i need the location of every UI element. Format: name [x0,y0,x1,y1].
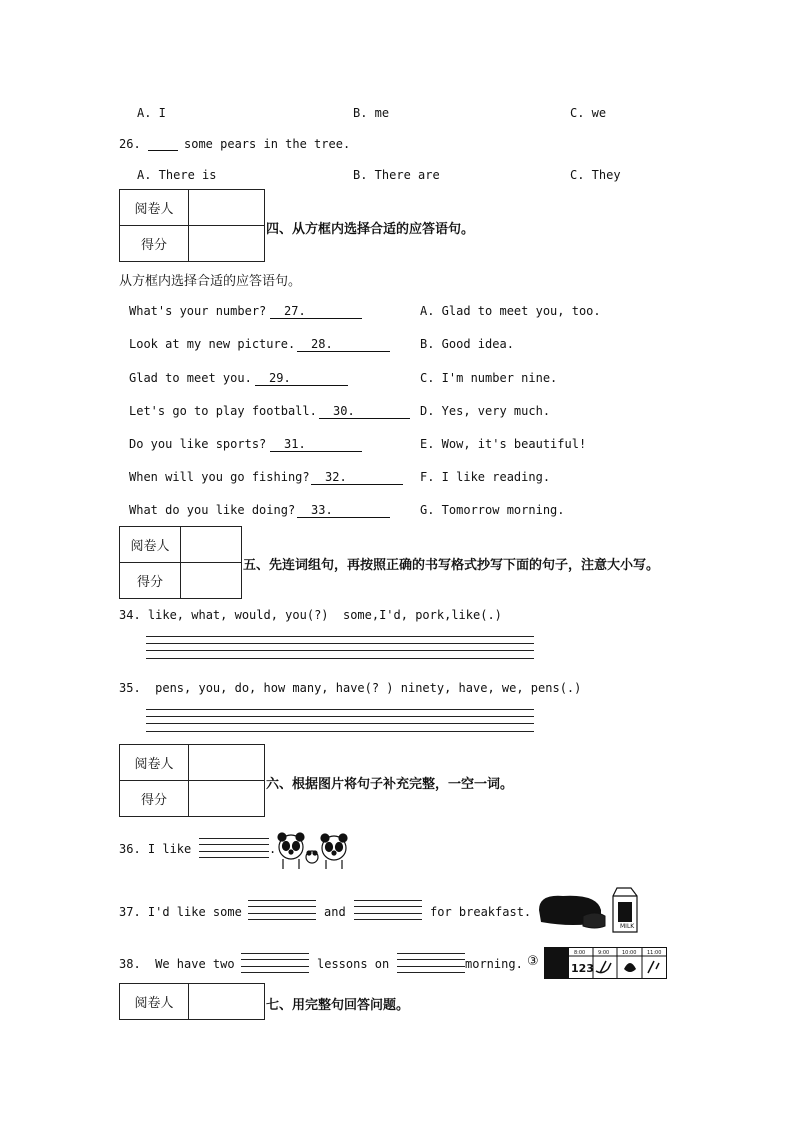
timetable-image [544,947,667,979]
q34-text: 34. like, what, would, you(?) some,I'd, pork,like(.) [119,608,502,622]
q38-lessons-on: lessons on [317,957,390,971]
q26-blank[interactable] [148,137,178,151]
score-box-section6 [119,744,265,817]
q26-option-c: C. They [570,168,621,182]
option-f: F. I like reading. [420,470,551,484]
q27-text: What's your number? [129,304,267,318]
q28-answer-blank[interactable]: 28. [297,337,390,352]
q38-end: morning. [465,957,523,971]
option-a: A. Glad to meet you, too. [420,304,601,318]
score-label: 得分 [120,563,181,599]
timetable-time-2: 10:00 [622,950,637,956]
score-field[interactable] [189,781,265,817]
bread-milk-image [535,884,643,934]
q26-option-a: A. There is [137,168,217,182]
q32-answer-blank[interactable]: 32. [311,470,403,485]
score-box-section5 [119,526,242,599]
reviewer-field[interactable] [181,527,242,563]
q37-end: for breakfast. [430,905,532,919]
panda-image [274,831,356,871]
section6-title: 六、根据图片将句子补充完整，一空一词。 [266,777,514,792]
q30-answer-blank[interactable]: 30. [319,404,410,419]
q33-answer-blank[interactable]: 33. [297,503,390,518]
q26-stem: some pears in the tree. [184,137,351,151]
section7-title: 七、用完整句回答问题。 [266,998,410,1013]
option-d: D. Yes, very much. [420,404,551,418]
q37-text: 37. I'd like some [119,905,242,919]
q25-option-b: B. me [353,106,390,120]
option-g: G. Tomorrow morning. [420,503,565,517]
q25-option-a: A. I [137,106,166,120]
reviewer-field[interactable] [189,745,265,781]
score-label: 得分 [120,226,189,262]
score-box-section4 [119,189,265,262]
q26-option-b: B. There are [353,168,440,182]
timetable-time-3: 11:00 [647,950,662,956]
q37-and: and [324,905,346,919]
section5-title: 五、先连词组句，再按照正确的书写格式抄写下面的句子，注意大小写。 [243,558,660,573]
q31-text: Do you like sports? [129,437,267,451]
score-label: 得分 [120,781,189,817]
option-e: E. Wow, it's beautiful! [420,437,587,451]
q27-answer-blank[interactable]: 27. [270,304,362,319]
reviewer-label: 阅卷人 [120,984,189,1020]
q29-text: Glad to meet you. [129,371,252,385]
q38-circled-mark: ③ [527,954,539,969]
reviewer-field[interactable] [189,190,265,226]
reviewer-label: 阅卷人 [120,190,189,226]
q32-text: When will you go fishing? [129,470,310,484]
timetable-time-1: 9:00 [598,950,610,956]
section4-title: 四、从方框内选择合适的应答语句。 [266,222,475,237]
q35-text: 35. pens, you, do, how many, have(? ) ninety, have, we, pens(.) [119,681,582,695]
q33-text: What do you like doing? [129,503,296,517]
q38-text: 38. We have two [119,957,235,971]
timetable-first-lesson: 123 [571,962,594,975]
q29-answer-blank[interactable]: 29. [255,371,348,386]
reviewer-field[interactable] [189,984,265,1020]
option-b: B. Good idea. [420,337,514,351]
q30-text: Let's go to play football. [129,404,317,418]
score-box-section7 [119,983,265,1020]
section4-instruction: 从方框内选择合适的应答语句。 [119,274,302,289]
q36-text: 36. I like [119,842,192,856]
q31-answer-blank[interactable]: 31. [270,437,362,452]
q25-option-c: C. we [570,106,607,120]
timetable-time-0: 8:00 [574,950,586,956]
svg-text:MILK: MILK [620,923,635,930]
q28-text: Look at my new picture. [129,337,296,351]
q36-period: . [269,842,277,856]
reviewer-label: 阅卷人 [120,745,189,781]
option-c: C. I'm number nine. [420,371,558,385]
score-field[interactable] [181,563,242,599]
q26-number: 26. [119,137,141,151]
score-field[interactable] [189,226,265,262]
reviewer-label: 阅卷人 [120,527,181,563]
